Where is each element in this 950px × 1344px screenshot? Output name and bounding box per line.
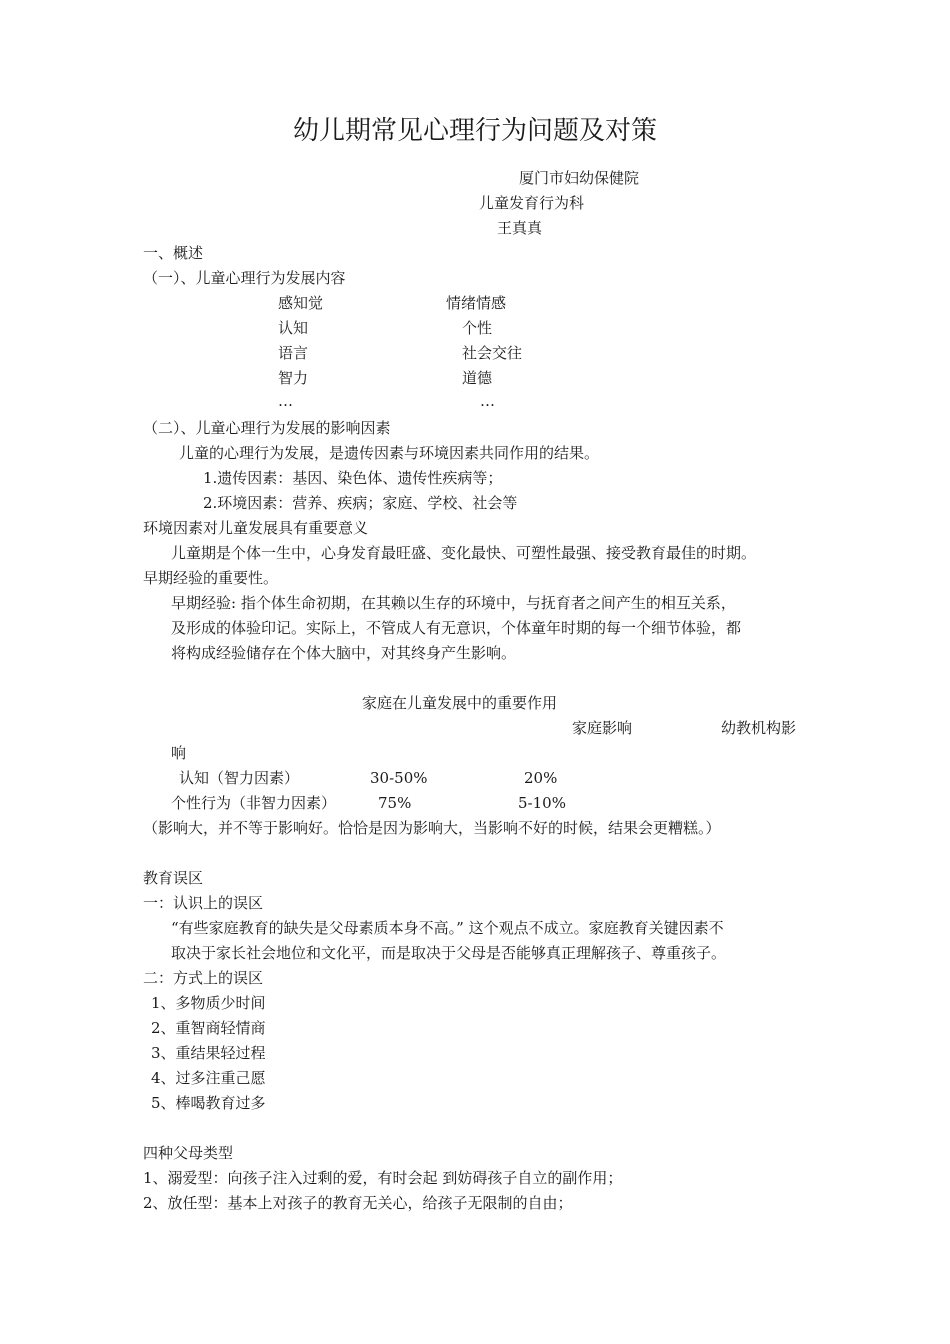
table-cell-institution: 20%	[524, 769, 558, 787]
list-item: 4、过多注重己愿	[151, 1069, 266, 1087]
table-caption: 家庭在儿童发展中的重要作用	[362, 694, 558, 712]
author-org: 厦门市妇幼保健院	[519, 169, 640, 187]
dev-content-ellipsis: …	[480, 392, 495, 410]
early-experience-line: 早期经验: 指个体生命初期，在其赖以生存的环境中，与抚育者之间产生的相互关系，	[171, 594, 736, 612]
table-header-institution: 幼教机构影	[721, 719, 797, 737]
dev-content-item: 社会交往	[462, 344, 523, 362]
factor-environment: 2.环境因素：营养、疾病；家庭、学校、社会等	[203, 494, 518, 512]
early-experience-line: 将构成经验储存在个体大脑中，对其终身产生影响。	[171, 644, 517, 662]
table-note: （影响大，并不等于影响好。恰恰是因为影响大，当影响不好的时候，结果会更糟糕。）	[143, 819, 721, 837]
parent-type-item: 1、溺爱型：向孩子注入过剩的爱，有时会起 到妨碍孩子自立的副作用；	[143, 1169, 623, 1187]
cognitive-misconception-line: “有些家庭教育的缺失是父母素质本身不高。” 这个观点不成立。家庭教育关键因素不	[171, 919, 724, 937]
list-item: 2、重智商轻情商	[151, 1019, 266, 1037]
subsection-heading-cognitive-misconception: 一：认识上的误区	[143, 894, 264, 912]
dev-content-item: 语言	[278, 344, 309, 362]
table-header-family: 家庭影响	[572, 719, 633, 737]
subsection-heading-method-misconception: 二：方式上的误区	[143, 969, 264, 987]
dev-content-item: 感知觉	[278, 294, 324, 312]
table-cell-family: 75%	[378, 794, 412, 812]
list-item: 1、多物质少时间	[151, 994, 266, 1012]
table-cell-institution: 5-10%	[518, 794, 566, 812]
dev-content-ellipsis: …	[278, 392, 293, 410]
table-header-institution-wrap: 响	[171, 744, 187, 762]
document-title: 幼儿期常见心理行为问题及对策	[292, 116, 657, 146]
section-heading-edu-misconceptions: 教育误区	[143, 869, 204, 887]
table-row-label: 个性行为（非智力因素）	[171, 794, 337, 812]
author-name: 王真真	[497, 219, 543, 237]
dev-content-item: 道德	[462, 369, 493, 387]
parent-type-item: 2、放任型：基本上对孩子的教育无关心，给孩子无限制的自由；	[143, 1194, 573, 1212]
early-experience-line: 及形成的体验印记。实际上，不管成人有无意识，个体童年时期的每一个细节体验，都	[171, 619, 742, 637]
section-heading-overview: 一、概述	[143, 244, 204, 262]
dev-content-item: 智力	[278, 369, 309, 387]
factors-intro: 儿童的心理行为发展，是遗传因素与环境因素共同作用的结果。	[179, 444, 600, 462]
cognitive-misconception-line: 取决于家长社会地位和文化平，而是取决于父母是否能够真正理解孩子、尊重孩子。	[171, 944, 727, 962]
section-heading-parent-types: 四种父母类型	[143, 1144, 234, 1162]
list-item: 5、棒喝教育过多	[151, 1094, 266, 1112]
subsection-heading-dev-content: （一）、儿童心理行为发展内容	[143, 269, 346, 287]
list-item: 3、重结果轻过程	[151, 1044, 266, 1062]
dev-content-item: 情绪情感	[446, 294, 507, 312]
table-row-label: 认知（智力因素）	[179, 769, 300, 787]
env-heading: 环境因素对儿童发展具有重要意义	[143, 519, 369, 537]
childhood-paragraph-line: 儿童期是个体一生中，心身发育最旺盛、变化最快、可塑性最强、接受教育最佳的时期。	[171, 544, 757, 562]
factor-genetic: 1.遗传因素：基因、染色体、遗传性疾病等；	[203, 469, 503, 487]
author-dept: 儿童发育行为科	[479, 194, 585, 212]
dev-content-item: 认知	[278, 319, 309, 337]
childhood-paragraph-line: 早期经验的重要性。	[143, 569, 279, 587]
table-cell-family: 30-50%	[370, 769, 428, 787]
subsection-heading-factors: （二）、儿童心理行为发展的影响因素	[143, 419, 391, 437]
dev-content-item: 个性	[462, 319, 493, 337]
